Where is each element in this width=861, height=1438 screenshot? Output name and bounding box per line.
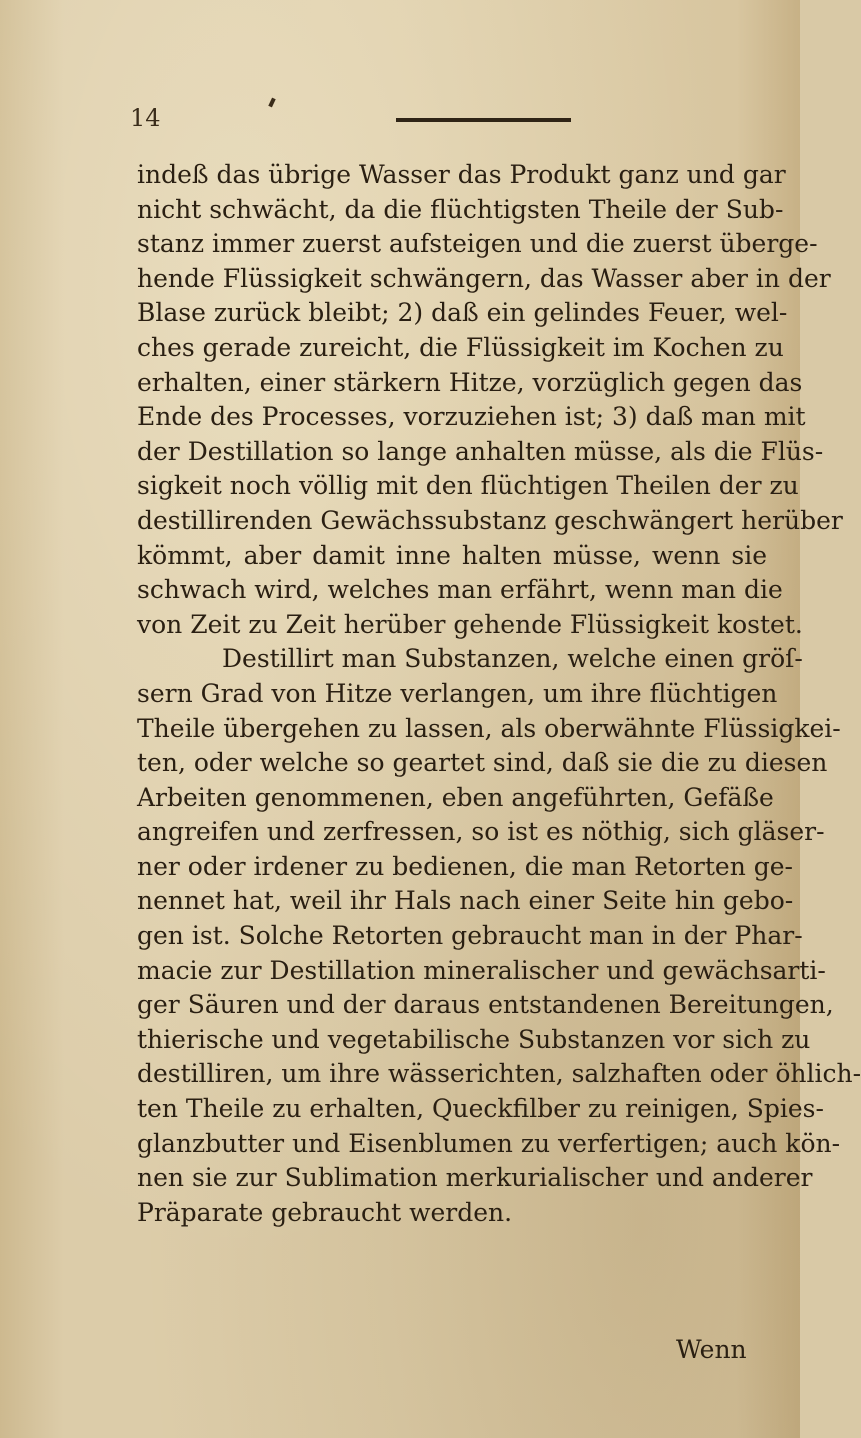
text-line: nennet hat, weil ihr Hals nach einer Seite hin gebo- [137, 886, 794, 916]
text-line: kömmt, aber damit inne halten müsse, wenn sie [137, 540, 767, 570]
text-line: sigkeit noch völlig mit den flüchtigen Theilen der zu [137, 471, 799, 501]
text-line: Ende des Processes, vorzuziehen ist; 3) daß man mit [137, 402, 806, 432]
text-line: ten Theile zu erhalten, Queckfilber zu reinigen, Spies- [137, 1094, 824, 1124]
text-line: von Zeit zu Zeit herüber gehende Flüssigkeit kostet. [137, 609, 803, 639]
text-line: thierische und vegetabilische Substanzen vor sich zu [137, 1024, 811, 1054]
text-line: ger Säuren und der daraus entstandenen Bereitungen, [137, 990, 834, 1020]
page-number: 14 [130, 104, 161, 132]
catchword: Wenn [676, 1335, 747, 1364]
text-line: Arbeiten genommenen, eben angeführten, Gefäße [137, 782, 774, 812]
text-line: sern Grad von Hitze verlangen, um ihre flüchtigen [137, 678, 778, 708]
text-line: nicht schwächt, da die flüchtigsten Theile der Sub- [137, 194, 784, 224]
text-line: erhalten, einer stärkern Hitze, vorzüglich gegen das [137, 367, 803, 397]
text-line: indeß das übrige Wasser das Produkt ganz und gar [137, 160, 786, 189]
text-line: hende Flüssigkeit schwängern, das Wasser aber in der [137, 263, 831, 293]
ink-mark [268, 98, 275, 108]
text-line: macie zur Destillation mineralischer und gewächsarti- [137, 955, 826, 985]
body-text [137, 158, 861, 1230]
text-line: Blase zurück bleibt; 2) daß ein gelindes Feuer, wel- [137, 298, 788, 328]
text-line: stanz immer zuerst aufsteigen und die zuerst überge- [137, 229, 818, 259]
text-line: Präparate gebraucht werden. [137, 1197, 513, 1227]
text-line: destilliren, um ihre wässerichten, salzhaften oder öhlich- [137, 1059, 861, 1089]
text-line: ner oder irdener zu bedienen, die man Retorten ge- [137, 851, 793, 881]
text-line: glanzbutter und Eisenblumen zu verfertigen; auch kön- [137, 1128, 841, 1158]
text-line: schwach wird, welches man erfährt, wenn man die [137, 575, 783, 605]
text-line: destillirenden Gewächssubstanz geschwängert herüber [137, 505, 843, 535]
text-line: ten, oder welche so geartet sind, daß sie die zu diesen [137, 748, 828, 778]
text-line: Theile übergehen zu lassen, als oberwähnte Flüssigkei- [137, 713, 841, 743]
header-rule [396, 118, 571, 122]
text-line: der Destillation so lange anhalten müsse, als die Flüs- [137, 436, 824, 466]
text-line: Destillirt man Substanzen, welche einen gröſ- [222, 644, 803, 674]
text-line: ches gerade zureicht, die Flüssigkeit im Kochen zu [137, 332, 784, 362]
text-line: gen ist. Solche Retorten gebraucht man in der Phar- [137, 921, 803, 951]
text-line: nen sie zur Sublimation merkurialischer und anderer [137, 1163, 813, 1193]
text-line: angreifen und zerfressen, so ist es nöthig, sich gläser- [137, 817, 825, 847]
